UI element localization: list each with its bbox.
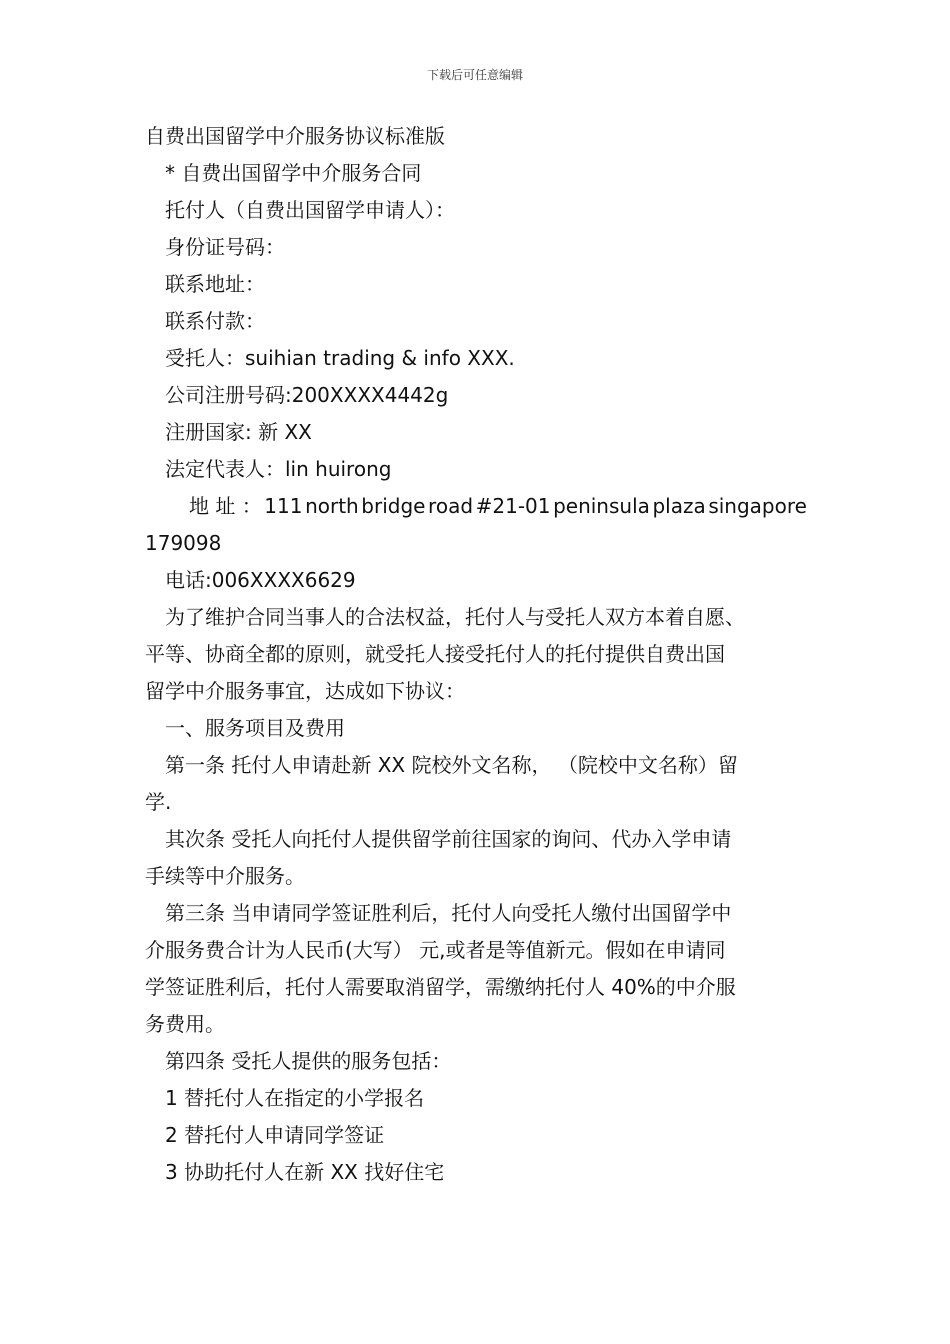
article-3-line: 介服务费合计为人民币(大写） 元,或者是等值新元。假如在申请同 [145,938,726,962]
reg-number-line: 公司注册号码:200XXXX4442g [165,383,449,407]
agent-line: 受托人：suihian trading & info XXX. [165,346,515,370]
reg-country-line: 注册国家: 新 XX [165,420,312,444]
page-header: 下载后可任意编辑 [426,68,523,82]
address-part: 111 [264,494,303,518]
article-2-line: 手续等中介服务。 [145,864,305,888]
address-part: peninsula [553,494,650,518]
intro-line: 留学中介服务事宜，达成如下协议： [145,679,465,703]
address-part: 地 址 ： [189,494,262,518]
client-line: 托付人（自费出国留学申请人）： [165,198,455,222]
article-3-line: 务费用。 [145,1012,225,1036]
service-item: 2 替托付人申请同学签证 [165,1123,385,1147]
contact-payment-line: 联系付款： [165,309,265,333]
article-1-line: 第一条 托付人申请赴新 XX 院校外文名称， （院校中文名称）留 [165,753,738,777]
service-item: 3 协助托付人在新 XX 找好住宅 [165,1160,445,1184]
article-1-line: 学. [145,790,172,814]
address-line [145,488,807,525]
address-part: bridge [361,494,426,518]
intro-line: 平等、协商全都的原则，就受托人接受托付人的托付提供自费出国 [145,642,725,666]
contact-address-line: 联系地址： [165,272,265,296]
id-number-line: 身份证号码： [165,235,285,259]
address-part: #21-01 [475,494,551,518]
service-item: 1 替托付人在指定的小学报名 [165,1086,425,1110]
document-body [145,118,807,1191]
postcode-line: 179098 [145,531,222,555]
document-title: 自费出国留学中介服务协议标准版 [145,124,445,148]
address-part: singapore [708,494,807,518]
contract-title: * 自费出国留学中介服务合同 [165,161,422,185]
legal-rep-line: 法定代表人：lin huirong [165,457,392,481]
article-4-line: 第四条 受托人提供的服务包括： [165,1049,452,1073]
article-3-line: 第三条 当申请同学签证胜利后，托付人向受托人缴付出国留学中 [165,901,732,925]
section-heading: 一、服务项目及费用 [165,716,345,740]
phone-line: 电话:006XXXX6629 [165,568,356,592]
article-2-line: 其次条 受托人向托付人提供留学前往国家的询问、代办入学申请 [165,827,732,851]
address-part: plaza [652,494,706,518]
address-part: north [305,494,359,518]
address-part: road [428,494,474,518]
intro-line: 为了维护合同当事人的合法权益，托付人与受托人双方本着自愿、 [165,605,745,629]
article-3-line: 学签证胜利后，托付人需要取消留学，需缴纳托付人 40%的中介服 [145,975,736,999]
